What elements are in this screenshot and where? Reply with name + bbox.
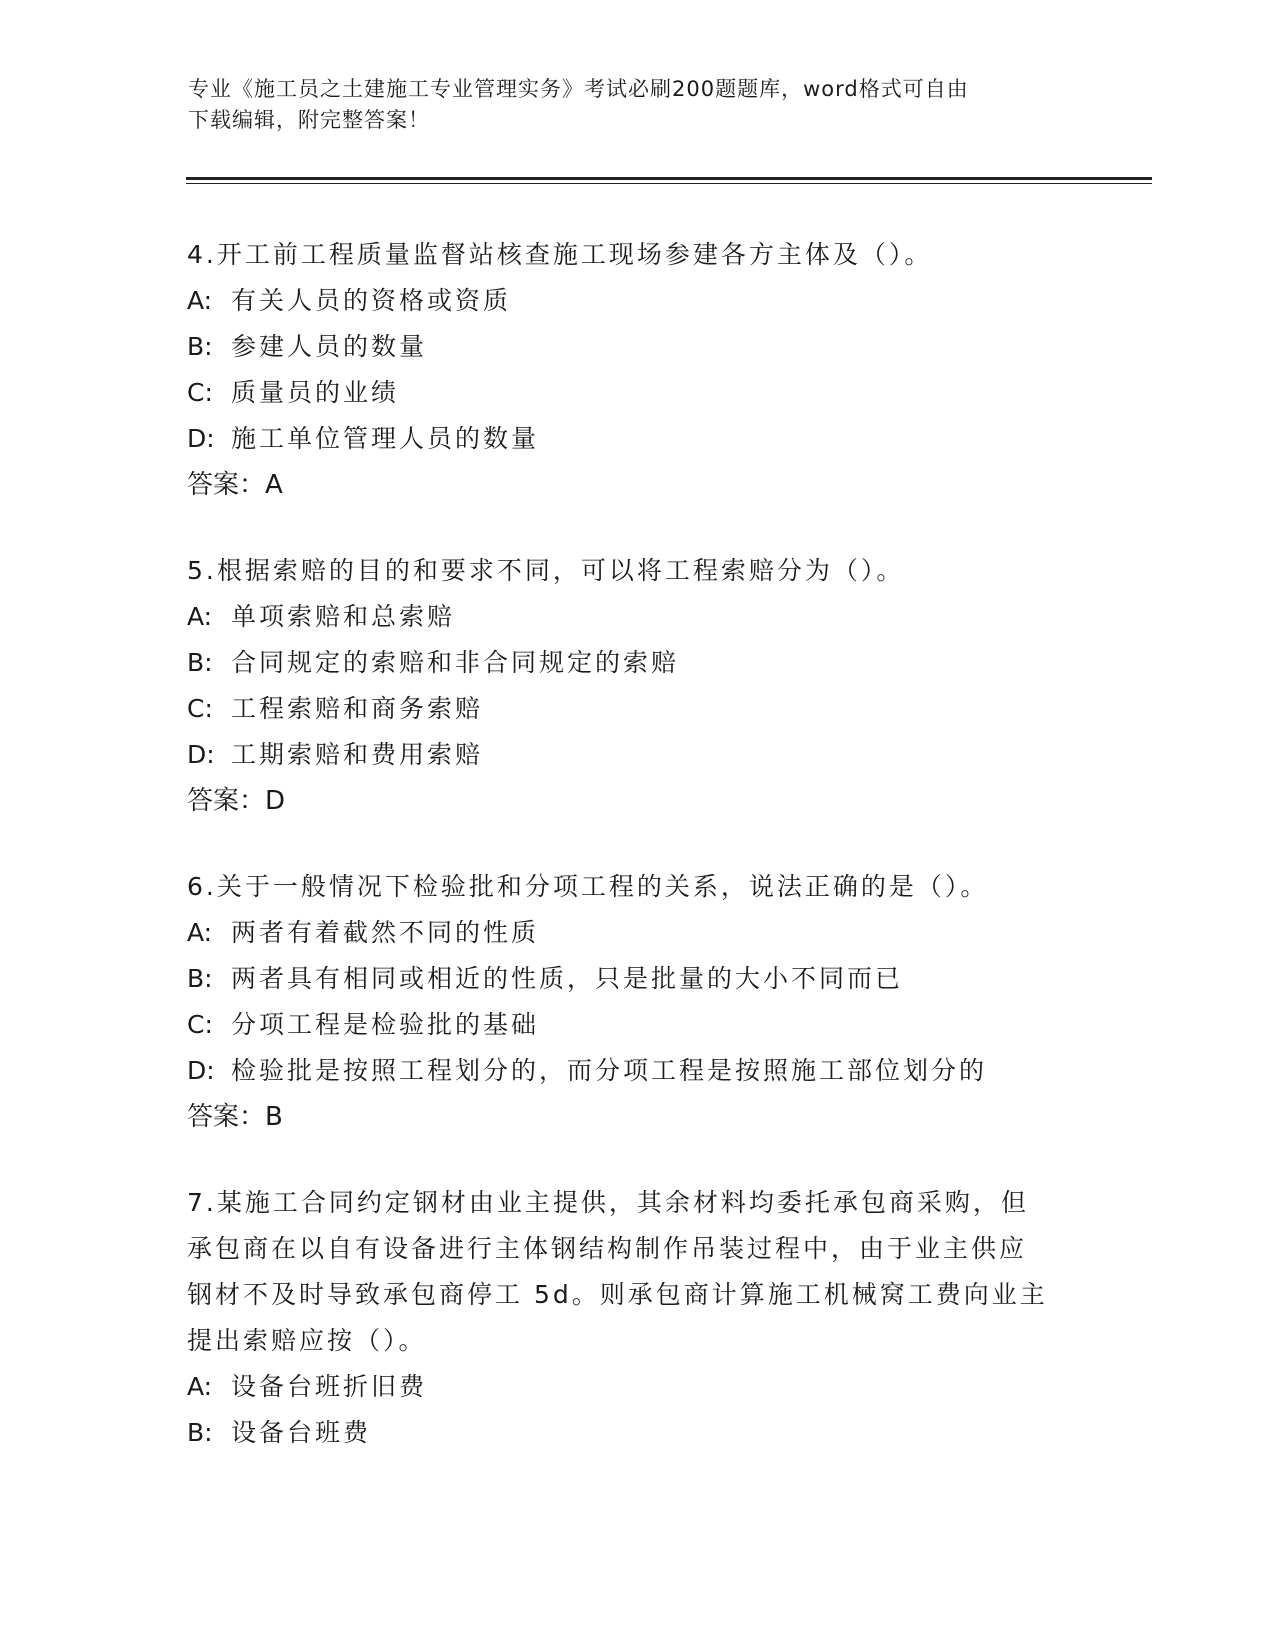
question-stem: 6.关于一般情况下检验批和分项工程的关系，说法正确的是（）。: [187, 872, 989, 901]
option-b: [187, 640, 1087, 686]
question-list: [187, 232, 1087, 1496]
option-letter: C:: [187, 694, 213, 723]
question-5: [187, 548, 1087, 824]
option-a: [187, 594, 1087, 640]
option-text: 检验批是按照工程划分的，而分项工程是按照施工部位划分的: [231, 1056, 988, 1085]
option-text: 合同规定的索赔和非合同规定的索赔: [231, 648, 680, 677]
option-text: 参建人员的数量: [231, 332, 428, 361]
option-letter: A:: [187, 602, 213, 631]
option-letter: C:: [187, 378, 213, 407]
option-letter: B:: [187, 332, 213, 361]
document-header: [188, 74, 1088, 136]
option-text: 工期索赔和费用索赔: [231, 740, 484, 769]
question-4: [187, 232, 1087, 508]
header-divider-thick: [186, 177, 1152, 180]
option-text: 两者具有相同或相近的性质，只是批量的大小不同而已: [231, 964, 904, 993]
question-stem: 钢材不及时导致承包商停工 5d。则承包商计算施工机械窝工费向业主: [187, 1280, 1048, 1309]
answer-label: 答案：: [187, 1102, 266, 1132]
option-letter: D:: [187, 1056, 215, 1085]
option-a: [187, 910, 1087, 956]
question-stem: 提出索赔应按（）。: [187, 1326, 427, 1355]
option-text: 施工单位管理人员的数量: [231, 424, 540, 453]
option-a: [187, 1364, 1087, 1410]
option-letter: D:: [187, 740, 215, 769]
answer-line: [187, 778, 1087, 824]
header-line: 专业《施工员之土建施工专业管理实务》考试必刷200题题库，word格式可自由: [188, 77, 969, 101]
question-stem: 7.某施工合同约定钢材由业主提供，其余材料均委托承包商采购，但: [187, 1188, 1029, 1217]
option-text: 质量员的业绩: [231, 378, 400, 407]
question-6: [187, 864, 1087, 1140]
answer-label: 答案：: [187, 786, 266, 816]
option-d: [187, 732, 1087, 778]
answer-line: [187, 462, 1087, 508]
option-text: 分项工程是检验批的基础: [231, 1010, 540, 1039]
option-b: [187, 1410, 1087, 1456]
option-b: [187, 324, 1087, 370]
option-d: [187, 1048, 1087, 1094]
question-stem: 4.开工前工程质量监督站核查施工现场参建各方主体及（）。: [187, 240, 933, 269]
question-7: [187, 1180, 1087, 1456]
option-text: 两者有着截然不同的性质: [231, 918, 540, 947]
option-text: 有关人员的资格或资质: [231, 286, 512, 315]
option-letter: A:: [187, 1372, 213, 1401]
option-letter: A:: [187, 918, 213, 947]
question-stem: 承包商在以自有设备进行主体钢结构制作吊装过程中，由于业主供应: [187, 1234, 1028, 1263]
answer-line: [187, 1094, 1087, 1140]
header-line: 下载编辑，附完整答案！: [188, 108, 430, 132]
option-letter: B:: [187, 648, 213, 677]
option-text: 工程索赔和商务索赔: [231, 694, 484, 723]
option-letter: B:: [187, 1418, 213, 1447]
option-d: [187, 416, 1087, 462]
option-text: 设备台班费: [231, 1418, 372, 1447]
option-letter: A:: [187, 286, 213, 315]
option-letter: C:: [187, 1010, 213, 1039]
option-a: [187, 278, 1087, 324]
header-divider-thin: [186, 183, 1152, 184]
option-b: [187, 956, 1087, 1002]
answer-label: 答案：: [187, 470, 266, 500]
option-c: [187, 370, 1087, 416]
option-letter: B:: [187, 964, 213, 993]
option-c: [187, 686, 1087, 732]
answer-value: B: [265, 1102, 284, 1132]
option-c: [187, 1002, 1087, 1048]
option-letter: D:: [187, 424, 215, 453]
option-text: 设备台班折旧费: [231, 1372, 428, 1401]
answer-value: D: [265, 786, 287, 816]
question-stem: 5.根据索赔的目的和要求不同，可以将工程索赔分为（）。: [187, 556, 905, 585]
answer-value: A: [265, 470, 284, 500]
option-text: 单项索赔和总索赔: [231, 602, 456, 631]
